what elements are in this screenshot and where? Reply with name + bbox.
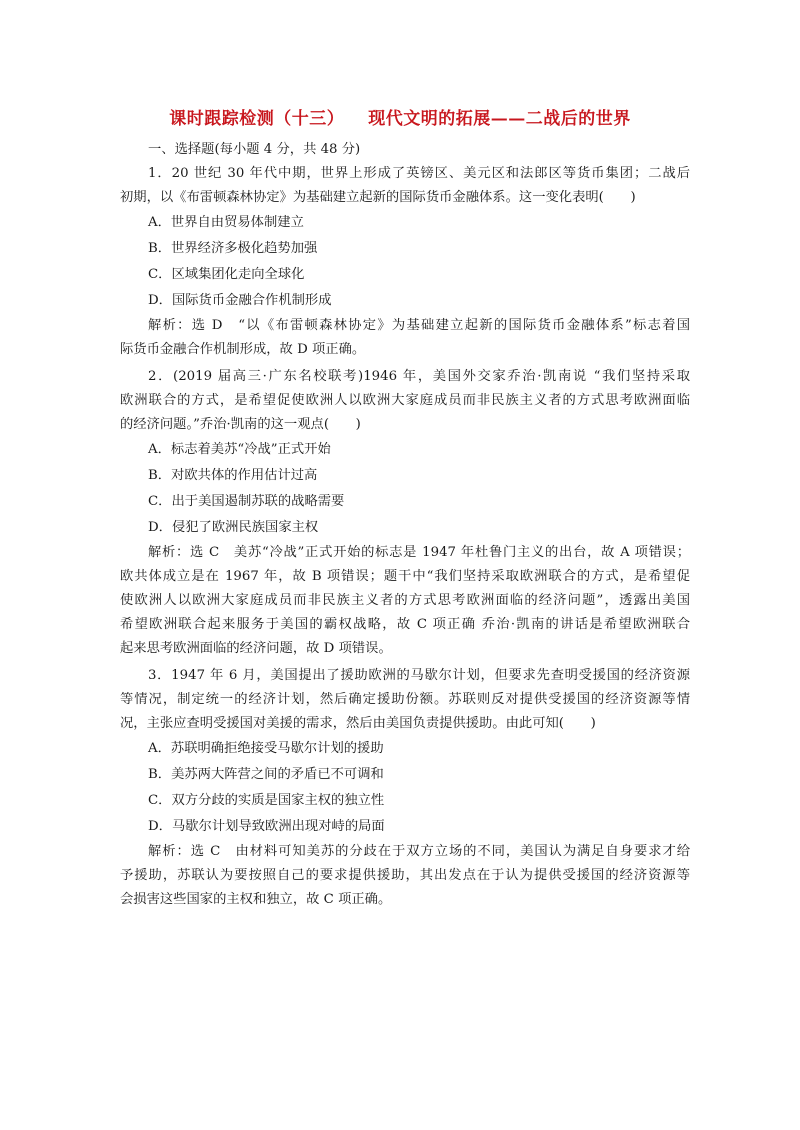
option-a: A．苏联明确拒绝接受马歇尔计划的援助 <box>148 741 384 756</box>
question-1 <box>120 162 690 362</box>
section-heading: 一、选择题(每小题 4 分，共 48 分) <box>148 142 361 157</box>
question-stem-line: 初期，以《布雷顿森林协定》为基础建立起新的国际货币金融体系。这一变化表明( ) <box>120 190 636 205</box>
question-stem-line: 等情况，制定统一的经济计划，然后确定援助份额。苏联则反对提供受援国的经济资源等情 <box>120 692 690 707</box>
title-part-1: 课时跟踪检测（十三） <box>169 109 345 129</box>
analysis-line: 解析：选 C 美苏“冷战”正式开始的标志是 1947 年杜鲁门主义的出台，故 A 项错误； <box>148 545 690 560</box>
question-3 <box>120 664 690 912</box>
option-a: A．世界自由贸易体制建立 <box>148 215 304 230</box>
analysis-line: 际货币金融合作机制形成，故 D 项正确。 <box>120 342 366 357</box>
option-d: D．马歇尔计划导致欧洲出现对峙的局面 <box>148 819 385 834</box>
analysis-line: 欧共体成立是在 1967 年，故 B 项错误；题干中“我们坚持采取欧洲联合的方式，是希望促 <box>120 569 690 584</box>
question-stem-line: 欧洲联合的方式，是希望促使欧洲人以欧洲大家庭成员而非民族主义者的方式思考欧洲面临 <box>120 393 690 408</box>
question-stem-line: 2．(2019 届高三·广东名校联考)1946 年，美国外交家乔治·凯南说 “我们坚持采取 <box>148 369 690 384</box>
question-2 <box>120 365 690 661</box>
option-c: C．出于美国遏制苏联的战略需要 <box>148 494 345 509</box>
option-b: B．美苏两大阵营之间的矛盾已不可调和 <box>148 767 384 782</box>
option-b: B．对欧共体的作用估计过高 <box>148 468 318 483</box>
option-d: D．侵犯了欧洲民族国家主权 <box>148 520 319 535</box>
analysis-line: 使欧洲人以欧洲大家庭成员而非民族主义者的方式思考欧洲面临的经济问题”，透露出美国 <box>120 593 690 608</box>
question-stem-line: 的经济问题。”乔治·凯南的这一观点( ) <box>120 417 361 432</box>
question-stem-line: 3．1947 年 6 月，美国提出了援助欧洲的马歇尔计划，但要求先查明受援国的经济资源 <box>148 668 690 683</box>
question-stem-line: 况，主张应查明受援国对美援的需求，然后由美国负责提供援助。由此可知( ) <box>120 716 596 731</box>
document-body <box>120 138 690 912</box>
analysis-line: 解析：选 D “以《布雷顿森林协定》为基础建立起新的国际货币金融体系”标志着国 <box>148 318 690 333</box>
option-b: B．世界经济多极化趋势加强 <box>148 241 318 256</box>
analysis-line: 起来思考欧洲面临的经济问题，故 D 项错误。 <box>120 641 392 656</box>
option-d: D．国际货币金融合作机制形成 <box>148 293 332 308</box>
option-a: A．标志着美苏“冷战”正式开始 <box>148 442 331 457</box>
analysis-line: 希望欧洲联合起来服务于美国的霸权战略，故 C 项正确 乔治·凯南的讲话是希望欧洲联合 <box>120 617 690 632</box>
question-stem-line: 1．20 世纪 30 年代中期，世界上形成了英镑区、美元区和法郎区等货币集团；二战后 <box>148 166 690 181</box>
analysis-line: 会损害这些国家的主权和独立，故 C 项正确。 <box>120 892 392 907</box>
analysis-line: 予援助，苏联认为要按照自己的要求提供援助，其出发点在于认为提供受援国的经济资源等 <box>120 868 690 883</box>
analysis-line: 解析：选 C 由材料可知美苏的分歧在于双方立场的不同，美国认为满足自身要求才给 <box>148 844 690 859</box>
option-c: C．区域集团化走向全球化 <box>148 267 305 282</box>
option-c: C．双方分歧的实质是国家主权的独立性 <box>148 793 385 808</box>
page-title <box>0 104 800 129</box>
title-part-2: 现代文明的拓展——二战后的世界 <box>368 109 631 129</box>
